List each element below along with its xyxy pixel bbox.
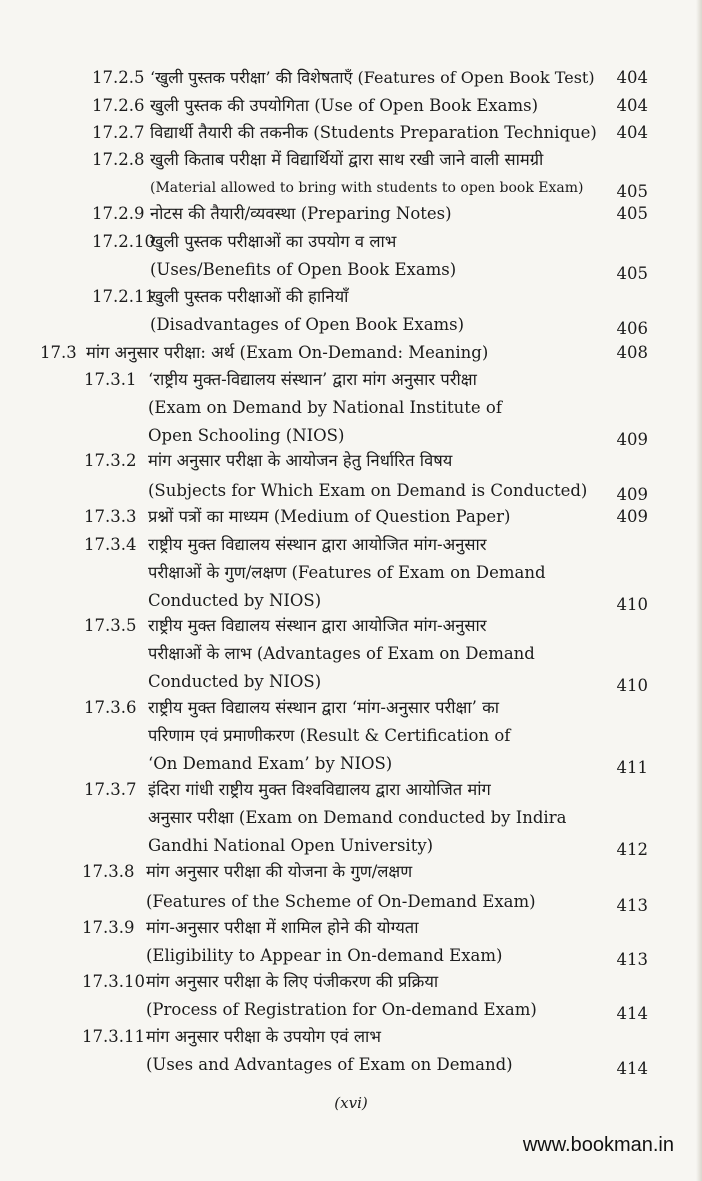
section-title-line: Conducted by NIOS): [148, 672, 322, 691]
page-number-roman: (xvi): [334, 1094, 368, 1112]
page-reference: 409: [616, 507, 648, 526]
section-number: 17.3.1: [84, 370, 137, 389]
section-title-line: राष्ट्रीय मुक्त विद्यालय संस्थान द्वारा आयोजित मांग-अनुसार: [148, 535, 487, 554]
section-title-line: अनुसार परीक्षा (Exam on Demand conducted by Indira: [148, 808, 567, 827]
section-title-line: ‘राष्ट्रीय मुक्त-विद्यालय संस्थान’ द्वारा मांग अनुसार परीक्षा: [148, 370, 477, 389]
section-number: 17.3.10: [82, 972, 145, 991]
section-number: 17.3.5: [84, 616, 137, 635]
section-number: 17.2.10: [92, 232, 155, 251]
page-reference: 410: [616, 595, 648, 614]
section-title-line: मांग अनुसार परीक्षा की योजना के गुण/लक्षण: [146, 862, 413, 881]
page-reference: 414: [616, 1059, 648, 1078]
page-reference: 413: [616, 950, 648, 969]
page-reference: 410: [616, 676, 648, 695]
page-reference: 412: [616, 840, 648, 859]
section-title-line: परिणाम एवं प्रमाणीकरण (Result & Certification of: [148, 726, 511, 745]
section-title-line: Gandhi National Open University): [148, 836, 434, 855]
page-reference: 404: [616, 68, 648, 87]
page-reference: 413: [616, 896, 648, 915]
publisher-website: www.bookman.in: [522, 1134, 674, 1156]
section-number: 17.3.4: [84, 535, 137, 554]
section-number: 17.3.8: [82, 862, 135, 881]
section-title-line: (Subjects for Which Exam on Demand is Conducted): [148, 481, 588, 500]
section-title-line: (Eligibility to Appear in On-demand Exam): [146, 946, 503, 965]
section-number: 17.3.9: [82, 918, 135, 937]
section-title-line: ‘खुली पुस्तक परीक्षा’ की विशेषताएँ (Features of Open Book Test): [150, 68, 595, 87]
section-number: 17.3.2: [84, 451, 137, 470]
section-number: 17.3.11: [82, 1027, 145, 1046]
section-number: 17.3: [40, 343, 77, 362]
section-number: 17.2.6: [92, 96, 145, 115]
section-number: 17.3.6: [84, 698, 137, 717]
page-reference: 409: [616, 430, 648, 449]
section-title-line: (Disadvantages of Open Book Exams): [150, 315, 465, 334]
section-title-line: ‘On Demand Exam’ by NIOS): [148, 754, 393, 773]
section-title-line: (Material allowed to bring with students to open book Exam): [150, 180, 584, 196]
page-reference: 408: [616, 343, 648, 362]
section-title-line: (Features of the Scheme of On-Demand Exam): [146, 892, 536, 911]
section-title-line: नोटस की तैयारी/व्यवस्था (Preparing Notes): [150, 204, 452, 223]
section-number: 17.2.7: [92, 123, 145, 142]
page-reference: 414: [616, 1004, 648, 1023]
section-title-line: मांग अनुसार परीक्षा के उपयोग एवं लाभ: [146, 1027, 381, 1046]
section-title-line: (Uses and Advantages of Exam on Demand): [146, 1055, 513, 1074]
section-title-line: मांग-अनुसार परीक्षा में शामिल होने की योग्यता: [146, 918, 419, 937]
page-edge-shadow: [696, 0, 702, 1181]
section-title-line: प्रश्नों पत्रों का माध्यम (Medium of Question Paper): [148, 507, 511, 526]
section-number: 17.2.8: [92, 150, 145, 169]
section-number: 17.2.5: [92, 68, 145, 87]
section-title-line: परीक्षाओं के गुण/लक्षण (Features of Exam on Demand: [148, 563, 546, 582]
section-title-line: राष्ट्रीय मुक्त विद्यालय संस्थान द्वारा आयोजित मांग-अनुसार: [148, 616, 487, 635]
section-number: 17.3.3: [84, 507, 137, 526]
section-number: 17.3.7: [84, 780, 137, 799]
section-title-line: (Process of Registration for On-demand Exam): [146, 1000, 537, 1019]
section-title-line: (Exam on Demand by National Institute of: [148, 398, 502, 417]
section-number: 17.2.9: [92, 204, 145, 223]
section-title-line: खुली किताब परीक्षा में विद्यार्थियों द्वारा साथ रखी जाने वाली सामग्री: [150, 150, 544, 169]
section-title-line: मांग अनुसार परीक्षा: अर्थ (Exam On-Demand: Meaning): [86, 343, 489, 362]
section-title-line: Open Schooling (NIOS): [148, 426, 345, 445]
section-title-line: खुली पुस्तक परीक्षाओं की हानियाँ: [150, 287, 349, 306]
page-reference: 405: [616, 182, 648, 201]
page-reference: 405: [616, 264, 648, 283]
section-title-line: खुली पुस्तक की उपयोगिता (Use of Open Book Exams): [150, 96, 539, 115]
section-title-line: विद्यार्थी तैयारी की तकनीक (Students Preparation Technique): [150, 123, 597, 142]
section-title-line: मांग अनुसार परीक्षा के लिए पंजीकरण की प्रक्रिया: [146, 972, 439, 991]
page-reference: 406: [616, 319, 648, 338]
section-title-line: Conducted by NIOS): [148, 591, 322, 610]
section-title-line: खुली पुस्तक परीक्षाओं का उपयोग व लाभ: [150, 232, 397, 251]
page-reference: 411: [616, 758, 648, 777]
section-title-line: (Uses/Benefits of Open Book Exams): [150, 260, 457, 279]
section-title-line: मांग अनुसार परीक्षा के आयोजन हेतु निर्धारित विषय: [148, 451, 453, 470]
section-number: 17.2.11: [92, 287, 155, 306]
section-title-line: इंदिरा गांधी राष्ट्रीय मुक्त विश्वविद्यालय द्वारा आयोजित मांग: [148, 780, 491, 799]
page-reference: 405: [616, 204, 648, 223]
section-title-line: राष्ट्रीय मुक्त विद्यालय संस्थान द्वारा ‘मांग-अनुसार परीक्षा’ का: [148, 698, 500, 717]
section-title-line: परीक्षाओं के लाभ (Advantages of Exam on Demand: [148, 644, 535, 663]
page-reference: 409: [616, 485, 648, 504]
page-reference: 404: [616, 96, 648, 115]
page-reference: 404: [616, 123, 648, 142]
